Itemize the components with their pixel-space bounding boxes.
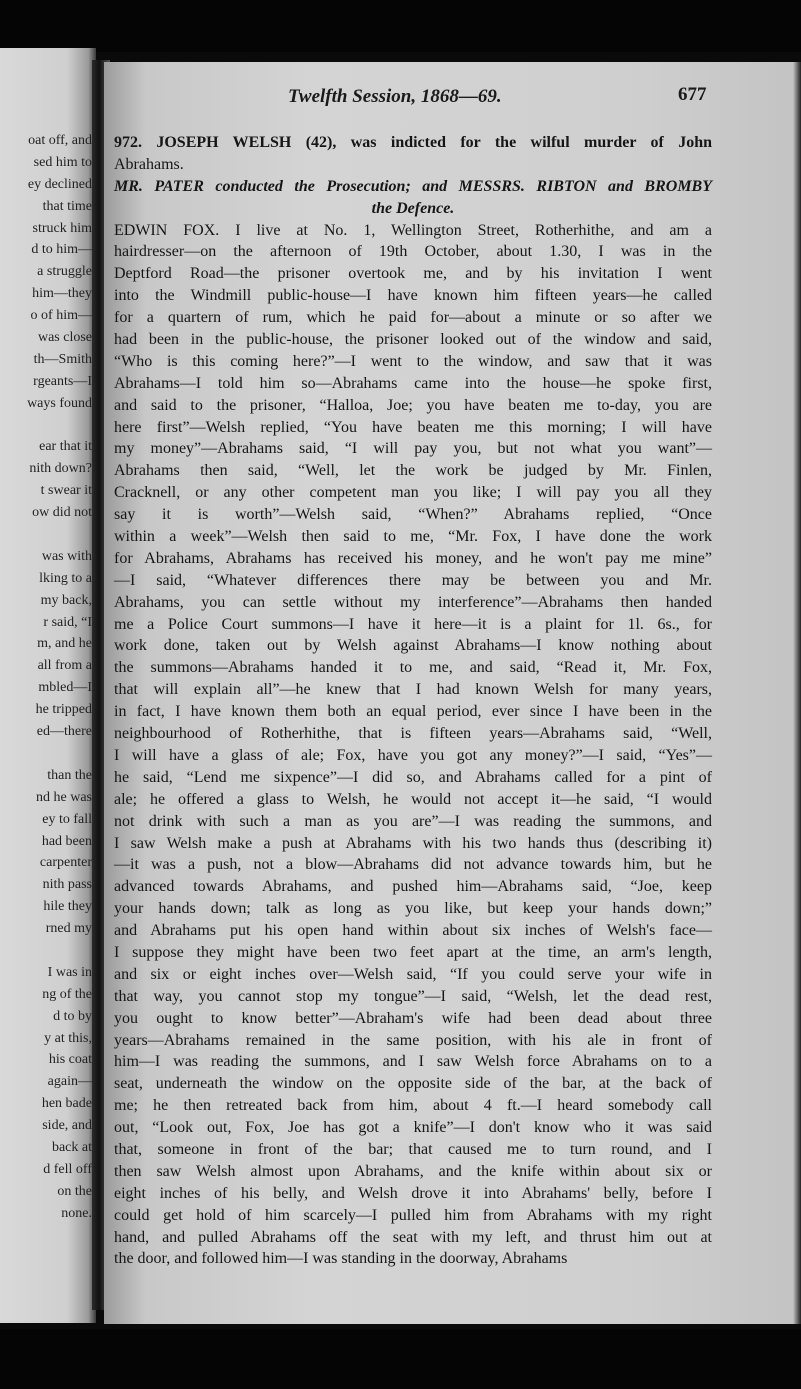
- text-line: here first”—Welsh replied, “You have beaten me this morning; I will have: [114, 418, 712, 436]
- text-line: the door, and followed him—I was standing in the doorway, Abrahams: [114, 1250, 568, 1268]
- text-line: within a week”—Welsh then said to me, “Mr. Fox, I have done the work: [114, 528, 712, 546]
- text-line: 972. JOSEPH WELSH (42), was indicted for the wilful murder of John: [114, 134, 712, 151]
- facing-page-line: had been: [41, 833, 92, 849]
- facing-page-line: [0, 743, 92, 765]
- text-line: had been in the public-house, the prisoner looked out of the window and said,: [114, 331, 712, 349]
- facing-page-line: [0, 415, 92, 437]
- text-line: that will explain all”—he knew that I had known Welsh for many years,: [114, 681, 712, 699]
- facing-page-line: none.: [61, 1205, 92, 1221]
- facing-page-line: ey to fall: [42, 811, 92, 827]
- text-line: I will have a glass of ale; Fox, have you got any money?”—I said, “Yes”—: [114, 746, 712, 764]
- trial-text-body: [114, 132, 712, 1270]
- text-line: into the Windmill public-house—I have known him fifteen years—he called: [114, 287, 712, 305]
- text-line: I saw Welsh make a push at Abrahams with his two hands thus (describing it): [114, 834, 712, 852]
- text-line: the summons—Abrahams handed it to me, and said, “Read it, Mr. Fox,: [114, 659, 712, 677]
- facing-page-line: sed him to: [33, 154, 92, 170]
- facing-page-line: ng of the: [42, 986, 92, 1002]
- scan-bottom-border: [0, 1329, 801, 1389]
- facing-page-line: mbled—I: [38, 680, 92, 696]
- text-line: not drink with such a man as you are”—I was reading the summons, and: [114, 812, 712, 830]
- text-line: me; he then retreated back from him, about 4 ft.—I heard somebody call: [114, 1097, 712, 1115]
- facing-page-line: ow did not: [32, 505, 92, 521]
- text-line: your hands down; talk as long as you like, but keep your hands down;”: [114, 900, 712, 918]
- facing-page-line: d to by: [53, 1008, 92, 1024]
- facing-page-line: was close: [37, 330, 92, 346]
- facing-page-line: struck him: [32, 220, 92, 236]
- facing-page-line: on the: [57, 1183, 92, 1199]
- facing-page-line: my back,: [40, 592, 92, 608]
- facing-page-line: side, and: [42, 1118, 92, 1134]
- text-line: and said to the prisoner, “Halloa, Joe; you have beaten me to-day, you are: [114, 396, 712, 414]
- text-line: Abrahams then said, “Well, let the work be judged by Mr. Finlen,: [114, 462, 712, 480]
- text-line: you ought to know better”—Abraham's wife had been dead about three: [114, 1009, 712, 1027]
- text-line: out, “Look out, Fox, Joe has got a knife”—I don't know who it was said: [114, 1119, 712, 1137]
- text-line: ale; he offered a glass to Welsh, he would not accept it—he said, “I would: [114, 790, 712, 808]
- text-line: “Who is this coming here?”—I went to the window, and saw that it was: [114, 352, 712, 370]
- text-line: seat, underneath the window on the opposite side of the bar, at the back of: [114, 1075, 712, 1093]
- text-line: work done, taken out by Welsh against Abrahams—I know nothing about: [114, 637, 712, 655]
- facing-page-line: was with: [41, 548, 92, 564]
- text-line: then saw Welsh almost upon Abrahams, and the knife within about six or: [114, 1162, 712, 1180]
- facing-page-line: m, and he: [37, 636, 92, 652]
- text-line: could get hold of him scarcely—I pulled him from Abrahams with my right: [114, 1206, 712, 1224]
- text-line: advanced towards Abrahams, and pushed him—Abrahams said, “Joe, keep: [114, 878, 712, 896]
- facing-page-line: hile they: [43, 899, 92, 915]
- facing-page-line: nd he was: [36, 789, 92, 805]
- facing-page-line: t swear it: [40, 483, 92, 499]
- facing-page-line: o of him—: [30, 308, 92, 324]
- facing-page-line: rgeants—I: [33, 373, 92, 389]
- text-line: him—I was reading the summons, and I saw Welsh force Abrahams on to a: [114, 1053, 712, 1071]
- text-line: hairdresser—on the afternoon of 19th October, about 1.30, I was in the: [114, 243, 712, 261]
- facing-page-line: I was in: [47, 964, 92, 980]
- facing-page-line: a struggle: [37, 264, 92, 280]
- text-line: for Abrahams, Abrahams has received his money, and he won't pay me mine”: [114, 549, 712, 567]
- page-edge-shadow: [793, 62, 801, 1324]
- facing-page-line: d to him—: [31, 242, 92, 258]
- facing-page-line: again—: [47, 1074, 92, 1090]
- facing-page-line: hen bade: [41, 1096, 92, 1112]
- text-line: the Defence.: [371, 199, 455, 217]
- facing-page-line: ed—there: [36, 724, 92, 740]
- text-line: eight inches of his belly, and Welsh drove it into Abrahams' belly, before I: [114, 1184, 712, 1202]
- text-line: that, someone in front of the bar; that caused me to turn round, and I: [114, 1140, 712, 1158]
- document-page: [104, 62, 801, 1324]
- text-line: years—Abrahams remained in the same position, with his ale in front of: [114, 1031, 712, 1049]
- facing-page-line: ear that it: [39, 439, 92, 455]
- text-line: —I said, “Whatever differences there may be between you and Mr.: [114, 571, 712, 589]
- facing-page-left: [0, 48, 96, 1323]
- text-line: neighbourhood of Rotherhithe, that is fifteen years—Abrahams said, “Well,: [114, 725, 712, 743]
- text-line: my money”—Abrahams said, “I will pay you, but not what you want”—: [114, 440, 712, 458]
- text-line: EDWIN FOX. I live at No. 1, Wellington Street, Rotherhithe, and am a: [114, 221, 712, 239]
- facing-page-line: ways found: [27, 395, 92, 411]
- facing-page-line: ey declined: [27, 176, 92, 192]
- text-line: and Abrahams put his open hand within about six inches of Welsh's face—: [114, 922, 712, 940]
- text-line: I suppose they might have been two feet apart at the time, an arm's length,: [114, 943, 712, 961]
- facing-page-line: th—Smith: [33, 351, 92, 367]
- facing-page-line: all from a: [37, 658, 92, 674]
- text-line: that way, you cannot stop my tongue”—I said, “Welsh, let the dead rest,: [114, 987, 712, 1005]
- facing-page-line: that time: [42, 198, 92, 214]
- facing-page-line: d fell off: [43, 1161, 92, 1177]
- facing-page-text: [0, 130, 92, 1225]
- text-line: Cracknell, or any other competent man you like; I will pay you all they: [114, 484, 712, 502]
- text-line: and six or eight inches over—Welsh said, “If you could serve your wife in: [114, 965, 712, 983]
- facing-page-line: than the: [47, 767, 92, 783]
- facing-page-line: [0, 524, 92, 546]
- text-line: in fact, I have known them both an equal period, ever since I have been in the: [114, 703, 712, 721]
- text-line: Deptford Road—the prisoner overtook me, and by his invitation I went: [114, 265, 712, 283]
- text-line: he said, “Lend me sixpence”—I did so, and Abrahams called for a pint of: [114, 768, 712, 786]
- facing-page-line: r said, “I: [43, 614, 92, 630]
- running-head: Twelfth Session, 1868—69.: [288, 86, 502, 107]
- text-line: for a quartern of rum, which he paid for—about a minute or so after we: [114, 309, 712, 327]
- text-line: Abrahams.: [114, 155, 184, 173]
- text-line: hand, and pulled Abrahams off the seat with my left, and thrust him out at: [114, 1228, 712, 1246]
- page-number: 677: [678, 84, 707, 105]
- facing-page-line: lking to a: [39, 570, 92, 586]
- facing-page-line: [0, 940, 92, 962]
- facing-page-line: he tripped: [35, 702, 92, 718]
- facing-page-line: nith pass: [42, 877, 92, 893]
- text-line: me a Police Court summons—I have it here—it is a plaint for 1l. 6s., for: [114, 615, 712, 633]
- text-line: say it is worth”—Welsh said, “When?” Abrahams replied, “Once: [114, 506, 712, 524]
- text-line: MR. PATER conducted the Prosecution; and MESSRS. RIBTON and BROMBY: [114, 177, 712, 195]
- text-line: —it was a push, not a blow—Abrahams did not advance towards him, but he: [114, 856, 712, 874]
- facing-page-line: back at: [51, 1139, 92, 1155]
- facing-page-line: carpenter: [39, 855, 92, 871]
- scan-top-border: [0, 0, 801, 52]
- facing-page-line: rned my: [45, 921, 92, 937]
- facing-page-line: him—they: [32, 286, 92, 302]
- text-line: Abrahams, you can settle without my interference”—Abrahams then handed: [114, 593, 712, 611]
- facing-page-line: oat off, and: [28, 133, 92, 148]
- facing-page-line: y at this,: [44, 1030, 92, 1046]
- facing-page-line: nith down?: [29, 461, 92, 477]
- facing-page-line: his coat: [48, 1052, 92, 1068]
- text-line: Abrahams—I told him so—Abrahams came into the house—he spoke first,: [114, 374, 712, 392]
